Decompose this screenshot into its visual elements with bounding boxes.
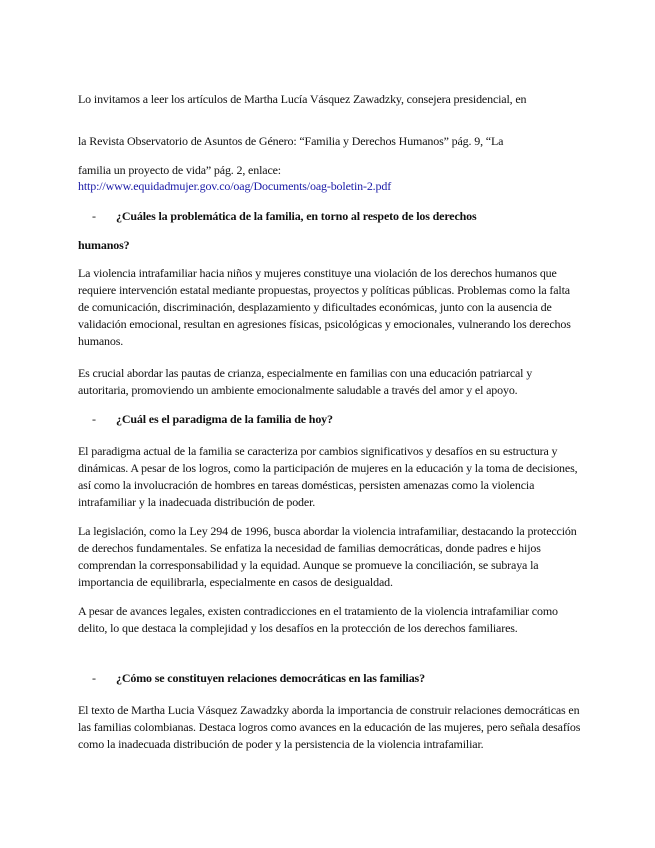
list-dash: - [92, 412, 96, 426]
bulletin-link[interactable]: http://www.equidadmujer.gov.co/oag/Documents/oag-boletin-2.pdf [78, 179, 392, 193]
list-dash: - [92, 671, 96, 685]
question-heading-3 [92, 670, 425, 687]
paragraph: La violencia intrafamiliar hacia niños y mujeres constituye una violación de los derechos humanos que requiere intervención estatal mediante propuestas, proyectos y políticas públicas. Problemas como la falta de comunicación, discriminación, desplazamiento y dificultades económicas, junto con la ausencia de validación emocional, resultan en agresiones físicas, psicológicas y emocionales, vulnerando los derechos humanos. [78, 266, 571, 348]
paragraph: El texto de Martha Lucia Vásquez Zawadzky aborda la importancia de construir relaciones democráticas en las familias colombianas. Destaca logros como avances en la educación de las mujeres, pero señala desafíos como la inadecuada distribución de poder y la persistencia de la violencia intrafamiliar. [78, 703, 581, 751]
intro-line-3: familia un proyecto de vida” pág. 2, enlace: [78, 163, 281, 177]
question-text: ¿Cuál es el paradigma de la familia de hoy? [116, 412, 333, 426]
question-heading-1-cont: humanos? [78, 238, 130, 252]
intro-line-2: la Revista Observatorio de Asuntos de Género: “Familia y Derechos Humanos” pág. 9, “La [78, 134, 504, 148]
question-text: ¿Cuáles la problemática de la familia, en torno al respeto de los derechos [116, 209, 477, 223]
paragraph: La legislación, como la Ley 294 de 1996, busca abordar la violencia intrafamiliar, destacando la protección de derechos fundamentales. Se enfatiza la necesidad de familias democráticas, donde padres e hijos comprendan la corresponsabilidad y la equidad. Aunque se promueve la conciliación, se subraya la importancia de equilibrarla, especialmente en casos de desigualdad. [78, 524, 577, 589]
paragraph: A pesar de avances legales, existen contradicciones en el tratamiento de la violencia intrafamiliar como delito, lo que destaca la complejidad y los desafíos en la protección de los derechos familiares. [78, 604, 558, 635]
question-heading-2 [92, 411, 333, 428]
intro-line-1: Lo invitamos a leer los artículos de Martha Lucía Vásquez Zawadzky, consejera presidencial, en [78, 92, 527, 106]
list-dash: - [92, 209, 96, 223]
paragraph: Es crucial abordar las pautas de crianza, especialmente en familias con una educación patriarcal y autoritaria, promoviendo un ambiente emocionalmente saludable a través del amor y el apoyo. [78, 366, 533, 397]
question-text: ¿Cómo se constituyen relaciones democráticas en las familias? [116, 671, 425, 685]
question-heading-1 [92, 208, 477, 225]
paragraph: El paradigma actual de la familia se caracteriza por cambios significativos y desafíos en su estructura y dinámicas. A pesar de los logros, como la participación de mujeres en la educación y la toma de decisiones, así como la involucración de hombres en tareas domésticas, persisten amenazas como la violencia intrafamiliar y la inadecuada distribución de poder. [78, 444, 578, 509]
